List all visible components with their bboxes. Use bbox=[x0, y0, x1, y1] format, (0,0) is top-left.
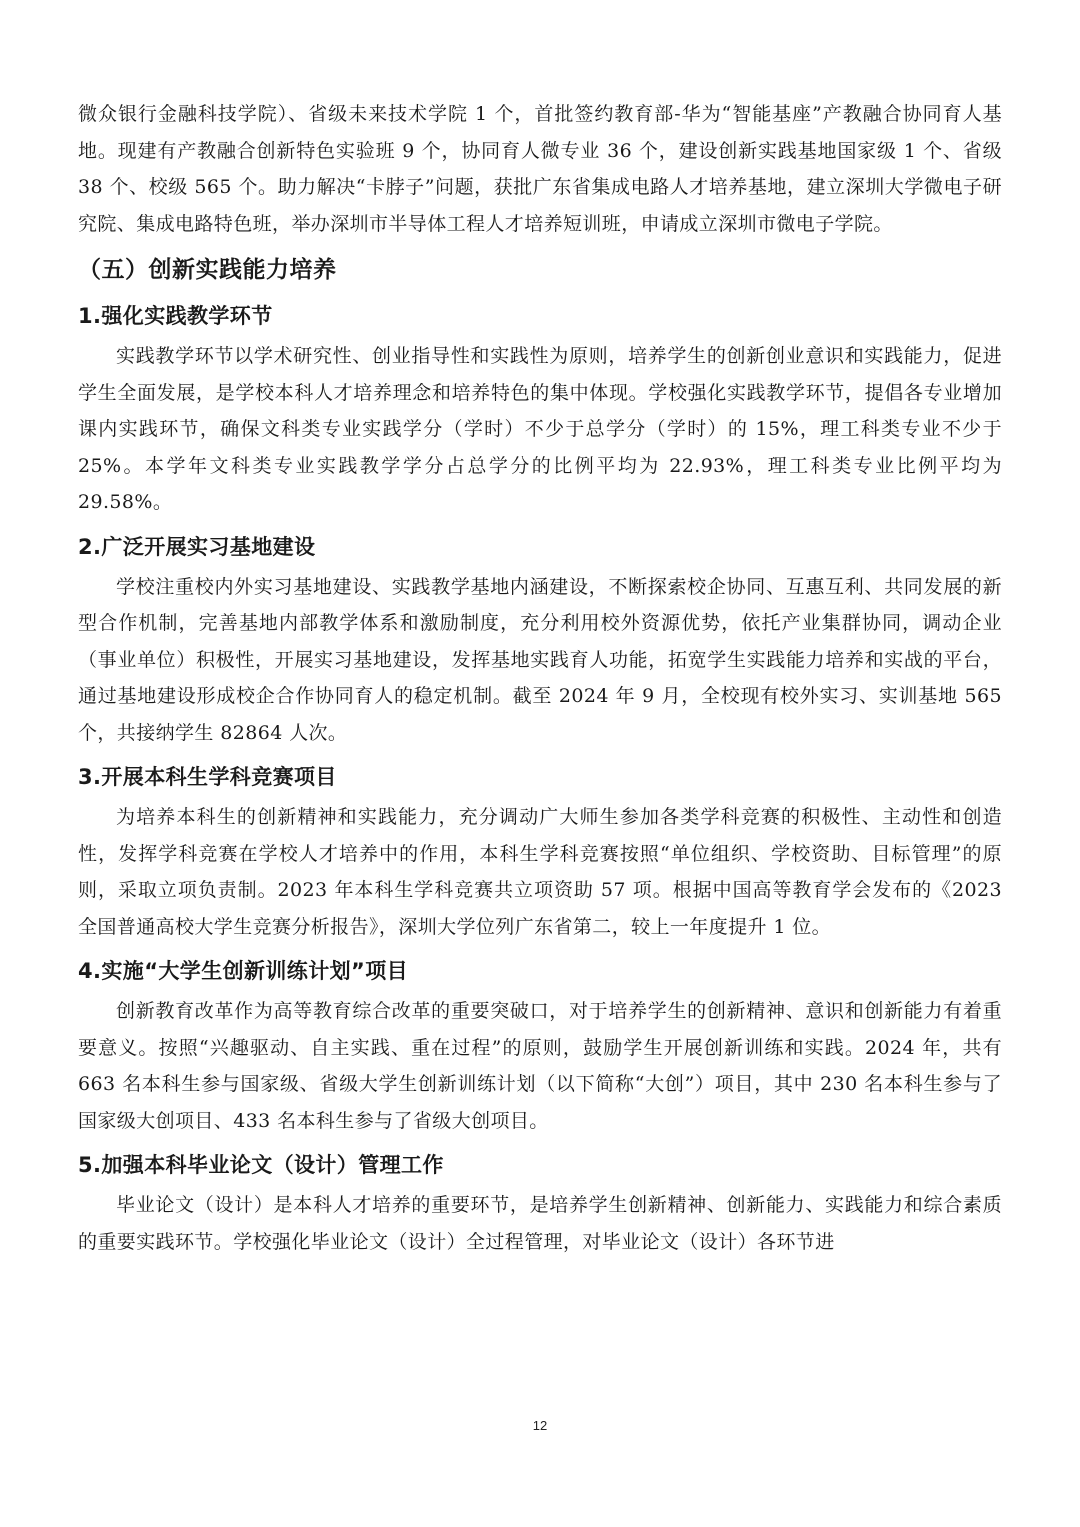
subsection-heading: 5.加强本科毕业论文（设计）管理工作 bbox=[78, 1153, 444, 1177]
subsection-heading: 3.开展本科生学科竞赛项目 bbox=[78, 765, 337, 789]
subsection-heading: 2.广泛开展实习基地建设 bbox=[78, 534, 316, 559]
document-page bbox=[78, 96, 1002, 1260]
subsection-3 bbox=[78, 757, 1002, 945]
subsection-paragraph: 实践教学环节以学术研究性、创业指导性和实践性为原则，培养学生的创新创业意识和实践能力，促进学生全面发展，是学校本科人才培养理念和培养特色的集中体现。学校强化实践教学环节，提倡各专业增加课内实践环节，确保文科类专业实践学分（学时）不少于总学分（学时）的 15%，理工科类专业不少于 25%。本学年文科类专业实践教学学分占总学分的比例平均为 22.93%，理工科类专业比例平均为 29.58%。 bbox=[78, 345, 1002, 513]
section-heading: （五）创新实践能力培养 bbox=[78, 257, 337, 283]
subsection-paragraph: 为培养本科生的创新精神和实践能力，充分调动广大师生参加各类学科竞赛的积极性、主动性和创造性，发挥学科竞赛在学校人才培养中的作用，本科生学科竞赛按照“单位组织、学校资助、目标管理”的原则，采取立项负责制。2023 年本科生学科竞赛共立项资助 57 项。根据中国高等教育学会发布的《2023 全国普通高校大学生竞赛分析报告》，深圳大学位列广东省第二，较上一年度提升 1 位。 bbox=[78, 806, 1002, 938]
subsection-paragraph: 学校注重校内外实习基地建设、实践教学基地内涵建设，不断探索校企协同、互惠互利、共同发展的新型合作机制，完善基地内部教学体系和激励制度，充分利用校外资源优势，依托产业集群协同，调动企业（事业单位）积极性，开展实习基地建设，发挥基地实践育人功能，拓宽学生实践能力培养和实战的平台，通过基地建设形成校企合作协同育人的稳定机制。截至 2024 年 9 月，全校现有校外实习、实训基地 565 个，共接纳学生 82864 人次。 bbox=[78, 575, 1002, 744]
subsection-2 bbox=[78, 527, 1002, 752]
subsection-5 bbox=[78, 1145, 1002, 1260]
intro-paragraph: 微众银行金融科技学院）、省级未来技术学院 1 个，首批签约教育部-华为“智能基座”产教融合协同育人基地。现建有产教融合创新特色实验班 9 个，协同育人微专业 36 个，建设创新实践基地国家级 1 个、省级 38 个、校级 565 个。助力解决“卡脖子”问题，获批广东省集成电路人才培养基地，建立深圳大学微电子研究院、集成电路特色班，举办深圳市半导体工程人才培养短训班，申请成立深圳市微电子学院。 bbox=[78, 103, 1002, 235]
subsection-4 bbox=[78, 951, 1002, 1139]
subsection-heading: 4.实施“大学生创新训练计划”项目 bbox=[78, 959, 408, 983]
subsection-paragraph: 毕业论文（设计）是本科人才培养的重要环节，是培养学生创新精神、创新能力、实践能力和综合素质的重要实践环节。学校强化毕业论文（设计）全过程管理，对毕业论文（设计）各环节进 bbox=[78, 1194, 1002, 1253]
subsection-heading: 1.强化实践教学环节 bbox=[78, 304, 273, 328]
subsection-1 bbox=[78, 296, 1002, 521]
page-number: 12 bbox=[532, 1418, 548, 1433]
subsection-paragraph: 创新教育改革作为高等教育综合改革的重要突破口，对于培养学生的创新精神、意识和创新能力有着重要意义。按照“兴趣驱动、自主实践、重在过程”的原则，鼓励学生开展创新训练和实践。2024 年，共有 663 名本科生参与国家级、省级大学生创新训练计划（以下简称“大创”）项目，其中 230 名本科生参与了国家级大创项目、433 名本科生参与了省级大创项目。 bbox=[78, 1000, 1002, 1132]
